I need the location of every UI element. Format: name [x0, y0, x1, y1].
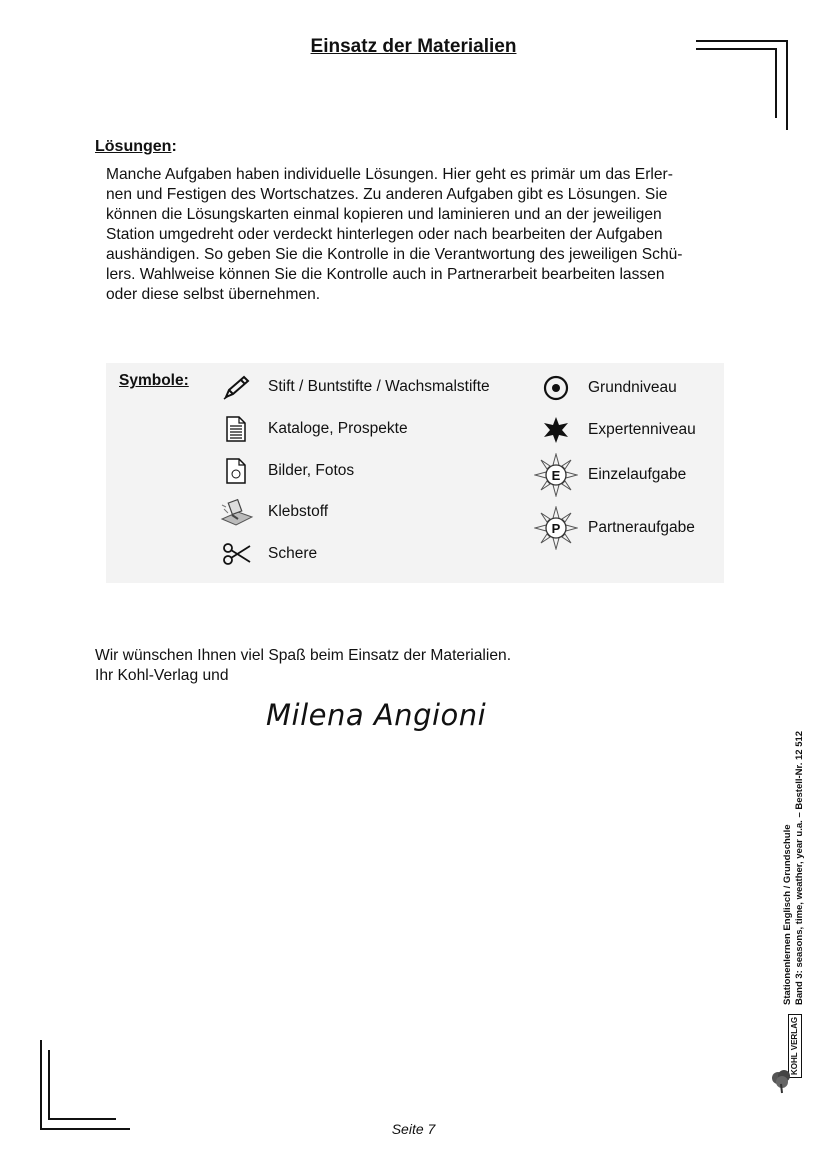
closing-line-1: Wir wünschen Ihnen viel Spaß beim Einsatz der Materialien.: [95, 647, 512, 664]
symbol-label: Bilder, Fotos: [268, 462, 355, 479]
symbol-row-target: [536, 372, 677, 404]
paragraph-line: können die Lösungskarten einmal kopieren und laminieren und an der jeweiligen: [106, 206, 662, 223]
star-icon: [536, 414, 576, 446]
page-number: Seite 7: [391, 1121, 436, 1137]
symbol-row-picture: [216, 455, 354, 487]
scissors-icon: [216, 538, 256, 570]
picture-file-icon: [216, 455, 256, 487]
page-title: Einsatz der Materialien: [310, 36, 517, 57]
paragraph-line: lers. Wahlweise können Sie die Kontrolle auch in Partnerarbeit bearbeiten lassen: [106, 266, 665, 283]
signature: Milena Angioni: [266, 698, 487, 732]
section-heading-text: Lösungen: [95, 138, 172, 155]
section-heading-colon: :: [171, 138, 177, 155]
sidebar-line-2: Band 3: seasons, time, weather, year u.a. – Bestell-Nr. 12 512: [794, 730, 805, 1005]
symbol-label: Grundniveau: [588, 379, 677, 396]
logo-text: KOHL VERLAG: [788, 1014, 802, 1078]
pen-icon: [216, 371, 256, 403]
sun-letter: E: [551, 467, 561, 483]
tree-logo-icon: [770, 1068, 794, 1094]
paragraph-line: oder diese selbst übernehmen.: [106, 286, 321, 303]
symbol-row-scissors: [216, 538, 317, 570]
symbol-legend-heading: Symbole:: [119, 372, 189, 389]
sun-e-icon: [536, 459, 576, 491]
paragraph-line: nen und Festigen des Wortschatzes. Zu anderen Aufgaben gibt es Lösungen. Sie: [106, 186, 668, 203]
symbol-row-glue: [216, 496, 328, 528]
sun-letter: P: [551, 520, 561, 536]
symbol-label: Klebstoff: [268, 503, 329, 520]
closing-line-2: Ihr Kohl-Verlag und: [95, 667, 229, 684]
symbol-row-pen: [216, 371, 490, 403]
kohl-verlag-logo: [770, 1018, 810, 1098]
symbol-label: Partneraufgabe: [588, 519, 695, 536]
solutions-paragraph: [106, 165, 726, 305]
closing-text: [95, 646, 511, 686]
target-icon: [536, 372, 576, 404]
symbol-row-document: [216, 413, 408, 445]
symbol-label: Expertenniveau: [588, 421, 696, 438]
paragraph-line: Station umgedreht oder verdeckt hinterlegen oder nach bearbeiten der Aufgaben: [106, 226, 663, 243]
symbol-label: Einzelaufgabe: [588, 466, 687, 483]
symbol-row-star: [536, 414, 696, 446]
paragraph-line: aushändigen. So geben Sie die Kontrolle in die Verantwortung des jeweiligen Schü-: [106, 246, 683, 263]
section-heading: [95, 138, 177, 156]
symbol-label: Kataloge, Prospekte: [268, 420, 408, 437]
document-icon: [216, 413, 256, 445]
symbol-row-individual: [536, 459, 686, 491]
sidebar-line-1: Stationenlernen Englisch / Grundschule: [782, 824, 793, 1005]
symbol-label: Stift / Buntstifte / Wachsmalstifte: [268, 378, 490, 395]
symbol-row-partner: [536, 512, 695, 544]
publisher-sidebar: [760, 700, 810, 1100]
sun-p-icon: [536, 512, 576, 544]
glue-icon: [216, 496, 256, 528]
paragraph-line: Manche Aufgaben haben individuelle Lösungen. Hier geht es primär um das Erler-: [106, 166, 673, 183]
symbol-label: Schere: [268, 545, 318, 562]
